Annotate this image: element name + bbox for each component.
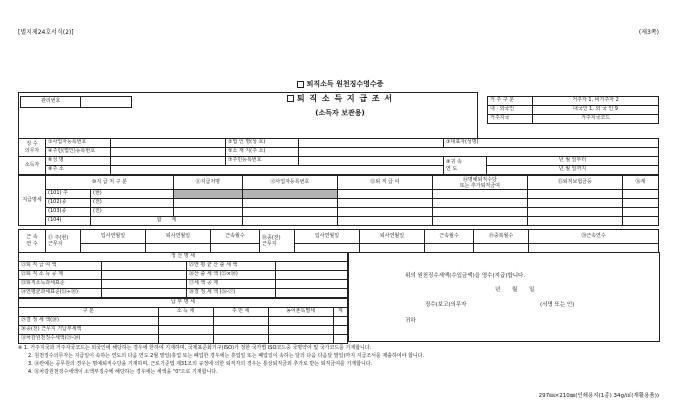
overlap-months-label: ⑲중복월수 — [474, 230, 529, 244]
calc-left-3: ㉔연평균과세표준(㉓÷⑳) — [19, 289, 102, 298]
detail-cell[interactable] — [337, 208, 432, 217]
row-main-label: (101) 주 — [46, 190, 91, 199]
title-statement: 퇴 직 소 득 지 급 조 서 — [296, 94, 394, 104]
detail-cell[interactable] — [527, 199, 622, 208]
col-biz-no: ⑫사업자등록번호 — [242, 176, 337, 190]
nationality-value[interactable]: 내국인 1, 외 국 인 9 — [533, 106, 659, 115]
calc-right-1: ㉖산 출 세 액 (㉕×⑳) — [187, 271, 276, 280]
pay-row-1: ㉚종(전) 근무지 기납부세액 — [19, 326, 159, 335]
detail-cell[interactable] — [432, 217, 527, 226]
detail-cell[interactable] — [432, 199, 527, 208]
detail-cell[interactable] — [242, 208, 337, 217]
detail-cell[interactable] — [432, 190, 527, 199]
receipt-payer: 징수(보고)의무자 — [425, 302, 467, 308]
hire-date-label: 입사연월일 — [81, 230, 146, 244]
earner-side-label: 소득자 — [19, 157, 46, 175]
calc-cell[interactable] — [276, 271, 348, 280]
payment-table — [18, 298, 348, 344]
calc-cell[interactable] — [276, 262, 348, 271]
total-char-1: 합 — [156, 217, 162, 224]
pay-col-rural-tax: 농어촌특별세 — [268, 308, 333, 317]
retire-date-label: 퇴사연월일 — [146, 230, 211, 244]
pay-cell[interactable] — [268, 335, 333, 344]
row-prev2-status: (전) — [91, 208, 174, 217]
detail-cell[interactable] — [527, 190, 622, 199]
detail-cell[interactable] — [622, 217, 658, 226]
pay-col-type: 구 분 — [19, 308, 159, 317]
residency-label: 거 주 구 분 — [488, 97, 533, 106]
prev-hire-date-label: 입사연월일 — [295, 230, 360, 244]
management-number-label: 관리번호 — [21, 97, 81, 107]
main-workplace-label: ⑰ 주(현) 근무지 — [46, 230, 81, 253]
notes — [18, 344, 658, 376]
row-prev1-status: (전) — [91, 199, 174, 208]
payer-name-label: ②법 인 명(상 호) — [226, 139, 299, 148]
pay-col-total: 계 — [333, 308, 347, 317]
calc-table — [18, 252, 348, 298]
pay-row-2: ㉛차감원천징수세액(㉙-㉚) — [19, 335, 159, 344]
col-payer-type: ⑩지 급 처 구 분 — [46, 176, 174, 190]
note-1: ※ 1. 거주지국과 거주지국코드는 외국인에 해당하는 경우에 한하여 기재하며, 국제표준화기구(ISO)가 정한 국가별 ISO코드중 국명약어 및 국가코드를 기재합니다. — [18, 345, 372, 351]
pay-cell[interactable] — [158, 317, 213, 326]
earner-address-label: ⑧주 소 — [46, 166, 111, 175]
page-indicator: (제3쪽) — [638, 29, 659, 36]
row-total-no: (104) — [46, 217, 91, 226]
detail-cell[interactable] — [622, 208, 658, 217]
calc-left-0: ㉑퇴 직 급 여 액 — [19, 262, 102, 271]
calc-right-2: ㉗세 액 공 제 — [187, 280, 276, 289]
pay-cell[interactable] — [213, 335, 268, 344]
row-main-status: (현) — [91, 190, 174, 199]
payment-details-table — [18, 175, 659, 226]
payer-rep-label: ③대표자(성명) — [444, 139, 659, 148]
calc-cell[interactable] — [102, 289, 187, 298]
detail-cell[interactable] — [622, 190, 658, 199]
col-total: ⑯계 — [622, 176, 658, 190]
country-label: 거주지국 — [488, 115, 533, 124]
payer-name-field[interactable] — [299, 139, 444, 148]
detail-cell[interactable] — [432, 208, 527, 217]
period-to[interactable]: 년 월 일까지 — [487, 166, 659, 175]
earner-address-field[interactable] — [111, 166, 444, 175]
payer-reg-no-field[interactable] — [111, 148, 226, 157]
prev-retire-date-label: 퇴사연월일 — [360, 230, 425, 244]
period-from[interactable]: 년 월 일부터 — [487, 157, 659, 166]
earner-name-field[interactable] — [111, 157, 226, 166]
row-total-label — [91, 217, 243, 226]
title-copy-type: (소득자 보관용) — [315, 109, 365, 118]
checkbox-withholding-receipt[interactable] — [297, 81, 304, 88]
pay-row-0: ㉙결 정 세 액(㉘) — [19, 317, 159, 326]
payer-address-field[interactable] — [299, 148, 659, 157]
title-receipt: 퇴직소득 원천징수영수증 — [306, 80, 384, 88]
residency-value[interactable]: 거주자 1, 비거주자 2 — [533, 97, 659, 106]
payer-biz-no-label: ①사업자등록번호 — [46, 139, 111, 148]
shaded-cell — [242, 190, 337, 199]
note-4: 4. ㉛차감원천징수세액이 소액부징수에 해당하는 경우에는 세액을 "0"으로 기재합니다. — [28, 369, 218, 375]
calc-left-2: ㉓퇴직소득과세표준 — [19, 280, 102, 289]
pay-cell[interactable] — [158, 335, 213, 344]
note-3: 3. ⑭란에는 공무원의 경우는 명예퇴직수당을 기재하며, 근로기준법 제31조의 규정에 의한 퇴직자의 경우는 통상퇴직금외 추가로 받는 퇴직금여를 기재합니다. — [28, 361, 373, 367]
prev-workplace-label: ⑱종(전) 근무지 — [260, 230, 295, 253]
details-side-label: 지급명세 — [19, 176, 46, 226]
shaded-cell — [173, 190, 242, 199]
payer-reg-no-label: ④주민(법인)등록번호 — [46, 148, 111, 157]
pay-cell[interactable] — [268, 317, 333, 326]
pay-cell[interactable] — [333, 317, 347, 326]
receipt-statement: 위의 원천징수세액(수입금액)을 영수(지급)합니다. — [405, 273, 526, 279]
payer-side-label: 징 수 의무자 — [19, 139, 46, 157]
receipt-panel — [348, 252, 660, 342]
detail-cell[interactable] — [173, 199, 242, 208]
service-years-table — [18, 229, 659, 253]
pay-col-resident-tax: 주 민 세 — [213, 308, 268, 317]
service-months-label: 근속월수 — [211, 230, 260, 244]
country-code[interactable]: 거주지국코드 — [533, 115, 659, 124]
form-titles — [240, 80, 440, 117]
pay-col-income-tax: 소 득 세 — [158, 308, 213, 317]
pay-cell[interactable] — [333, 326, 347, 335]
detail-cell[interactable] — [337, 190, 432, 199]
detail-cell[interactable] — [622, 199, 658, 208]
receipt-to: 귀하 — [405, 318, 416, 324]
col-payer-name: ⑪지급처명 — [173, 176, 242, 190]
management-number-box — [20, 96, 132, 108]
form-number: [별지제24호서식(2)] — [18, 29, 74, 36]
detail-cell[interactable] — [173, 208, 242, 217]
calc-cell[interactable] — [102, 262, 187, 271]
payer-earner-table — [18, 138, 659, 175]
calc-title: 정 산 명 세 — [19, 253, 348, 262]
pay-cell[interactable] — [158, 326, 213, 335]
pay-cell[interactable] — [213, 326, 268, 335]
pay-cell[interactable] — [213, 317, 268, 326]
prev-service-months-label: 근속월수 — [425, 230, 474, 244]
total-char-2: 계 — [171, 217, 177, 224]
calc-cell[interactable] — [276, 289, 348, 298]
payer-biz-no-field[interactable] — [111, 139, 226, 148]
nationality-label: 내 · 외국인 — [488, 106, 533, 115]
col-insurance: ⑮퇴직보험금등 — [527, 176, 622, 190]
receipt-sign[interactable]: (서명 또는 인) — [540, 302, 575, 308]
service-years-label: ⑳근속연수 — [529, 230, 659, 244]
row-prev2-label: (103)종 — [46, 208, 91, 217]
detail-cell[interactable] — [527, 208, 622, 217]
calc-right-3: ㉘결 정 세 액 (㉖-㉗) — [187, 289, 276, 298]
detail-cell[interactable] — [527, 217, 622, 226]
note-2: 2. 원천징수의무자는 지급일이 속하는 연도의 다음 연도 2월 말일(휴업 또는 폐업한 경우에는 휴업일 또는 폐업일이 속하는 달의 다음 다음달 말일)까지 지급조서를 제출하여야 합니다. — [28, 353, 425, 359]
earner-reg-no-label: ⑦주민등록번호 — [226, 157, 299, 166]
calc-cell[interactable] — [102, 271, 187, 280]
pay-cell[interactable] — [268, 326, 333, 335]
paper-spec: 297㎜×210㎜(인쇄용지(1종) 34g/㎡(재활용품)) — [538, 393, 659, 399]
calc-left-1: ㉒퇴 직 소 득 공 제 — [19, 271, 102, 280]
management-number-field[interactable] — [81, 97, 131, 107]
col-retirement-pay: ⑬퇴 직 급 여 — [337, 176, 432, 190]
calc-cell[interactable] — [276, 280, 348, 289]
checkbox-payment-statement[interactable] — [287, 95, 294, 102]
earner-name-label: ⑥성 명 — [46, 157, 111, 166]
detail-cell[interactable] — [337, 199, 432, 208]
earner-reg-no-field[interactable] — [299, 157, 444, 166]
residency-table — [487, 96, 659, 124]
row-prev1-label: (102)종 — [46, 199, 91, 208]
detail-cell[interactable] — [242, 217, 337, 226]
calc-right-0: ㉕연 평 균 산 출 세 액 — [187, 262, 276, 271]
detail-cell[interactable] — [337, 217, 432, 226]
service-side-label: 근 속 연 수 — [19, 230, 46, 253]
payer-address-label: ⑤소 재 지(주 소) — [226, 148, 299, 157]
receipt-date[interactable]: 년 월 일 — [495, 287, 535, 293]
calc-cell[interactable] — [102, 280, 187, 289]
col-bonus: ⑭명예퇴직수당 또는 추가퇴직금여 — [432, 176, 527, 190]
pay-cell[interactable] — [333, 335, 347, 344]
attribution-year-label: ⑨귀 속 연 도 — [444, 157, 487, 175]
detail-cell[interactable] — [242, 199, 337, 208]
payment-title: 납 부 명 세 — [19, 299, 348, 308]
